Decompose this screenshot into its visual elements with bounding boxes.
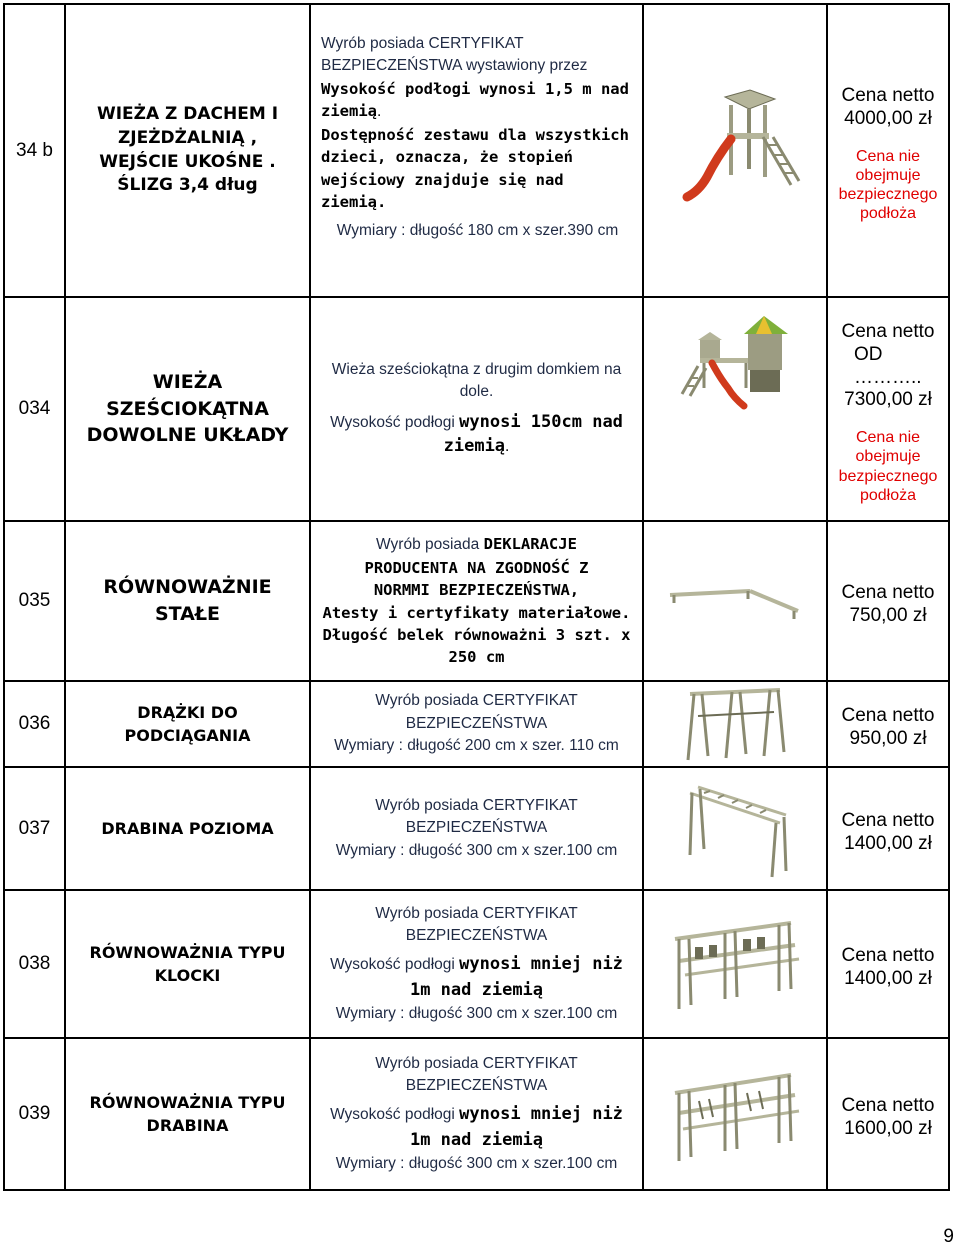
block-balance-illustration (665, 909, 805, 1019)
price-value: 4000,00 zł (844, 108, 932, 130)
price-cell: Cena netto 1400,00 zł (827, 890, 949, 1038)
balance-beam-illustration (660, 571, 810, 631)
item-description: Wyrób posiada DEKLARACJE PRODUCENTA NA ZGODNOŚĆ Z NORMMI BEZPIECZEŃSTWA, Atesty i certyfikaty materiałowe. Długość belek równoważni 3 szt. x 250 cm (310, 521, 643, 681)
product-image (643, 767, 827, 890)
item-description: Wyrób posiada CERTYFIKAT BEZPIECZEŃSTWA Wysokość podłogi wynosi mniej niż 1m nad ziemią Wymiary : długość 300 cm x szer.100 cm (310, 1038, 643, 1190)
item-name: RÓWNOWAŻNIA TYPU KLOCKI (65, 890, 310, 1038)
price-value: 1600,00 zł (844, 1118, 932, 1139)
table-row (4, 297, 949, 521)
item-number: 34 b (4, 4, 65, 297)
price-value: 750,00 zł (849, 605, 927, 626)
item-name: WIEŻA Z DACHEM I ZJEŻDŻALNIĄ , WEJŚCIE UKOŚNE . ŚLIZG 3,4 dług (65, 4, 310, 297)
tower-slide-illustration (665, 85, 805, 215)
price-value: 1400,00 zł (844, 832, 932, 854)
product-image (643, 521, 827, 681)
item-name: WIEŻA SZEŚCIOKĄTNA DOWOLNE UKŁADY (65, 297, 310, 521)
item-name: RÓWNOWAŻNIA TYPU DRABINA (65, 1038, 310, 1190)
table-row (4, 890, 949, 1038)
price-note: Cena nie obejmuje bezpiecznego podłoża (838, 429, 938, 504)
price-cell: Cena netto 1400,00 zł (827, 767, 949, 890)
price-note: Cena nie obejmuje bezpiecznego podłoża (838, 147, 938, 223)
item-number: 037 (4, 767, 65, 890)
product-table (3, 3, 950, 1191)
item-number: 034 (4, 297, 65, 521)
product-image (643, 297, 827, 521)
item-number: 039 (4, 1038, 65, 1190)
price-cell: Cena netto OD ……….. 7300,00 zł Cena nie obejmuje bezpiecznego podłoża (827, 297, 949, 521)
table-row (4, 767, 949, 890)
product-image (643, 1038, 827, 1190)
price-value: 1400,00 zł (844, 968, 932, 989)
page-number: 9 (943, 1226, 954, 1247)
product-image (643, 681, 827, 767)
item-description: Wyrób posiada CERTYFIKAT BEZPIECZEŃSTWA Wymiary : długość 300 cm x szer.100 cm (310, 767, 643, 890)
item-description: Wyrób posiada CERTYFIKAT BEZPIECZEŃSTWA wystawiony przez Wysokość podłogi wynosi 1,5 m nad ziemią. Dostępność zestawu dla wszystkich dzieci, oznacza, że stopień wejściowy znajduje się nad ziemią. Wymiary : długość 180 cm x szer.390 cm (310, 4, 643, 297)
product-image (643, 4, 827, 297)
table-row (4, 1038, 949, 1190)
horizontal-ladder-illustration (680, 779, 790, 879)
price-cell: Cena netto 1600,00 zł (827, 1038, 949, 1190)
item-description: Wieża sześciokątna z drugim domkiem na dole. Wysokość podłogi wynosi 150cm nad ziemią. (310, 297, 643, 521)
item-number: 035 (4, 521, 65, 681)
item-name: DRĄŻKI DO PODCIĄGANIA (65, 681, 310, 767)
pull-up-bars-illustration (680, 684, 790, 764)
item-description: Wyrób posiada CERTYFIKAT BEZPIECZEŃSTWA Wymiary : długość 200 cm x szer. 110 cm (310, 681, 643, 767)
item-number: 038 (4, 890, 65, 1038)
table-row (4, 4, 949, 297)
price-value: 7300,00 zł (844, 389, 932, 411)
product-image (643, 890, 827, 1038)
price-value: 950,00 zł (849, 728, 927, 749)
table-row (4, 521, 949, 681)
table-row (4, 681, 949, 767)
item-description: Wyrób posiada CERTYFIKAT BEZPIECZEŃSTWA Wysokość podłogi wynosi mniej niż 1m nad ziemią Wymiary : długość 300 cm x szer.100 cm (310, 890, 643, 1038)
price-cell: Cena netto 950,00 zł (827, 681, 949, 767)
item-name: RÓWNOWAŻNIE STAŁE (65, 521, 310, 681)
item-number: 036 (4, 681, 65, 767)
price-cell: Cena netto 4000,00 zł Cena nie obejmuje bezpiecznego podłoża (827, 4, 949, 297)
price-cell: Cena netto 750,00 zł (827, 521, 949, 681)
item-name: DRABINA POZIOMA (65, 767, 310, 890)
ladder-balance-illustration (665, 1059, 805, 1169)
hexagon-tower-illustration (660, 308, 810, 428)
